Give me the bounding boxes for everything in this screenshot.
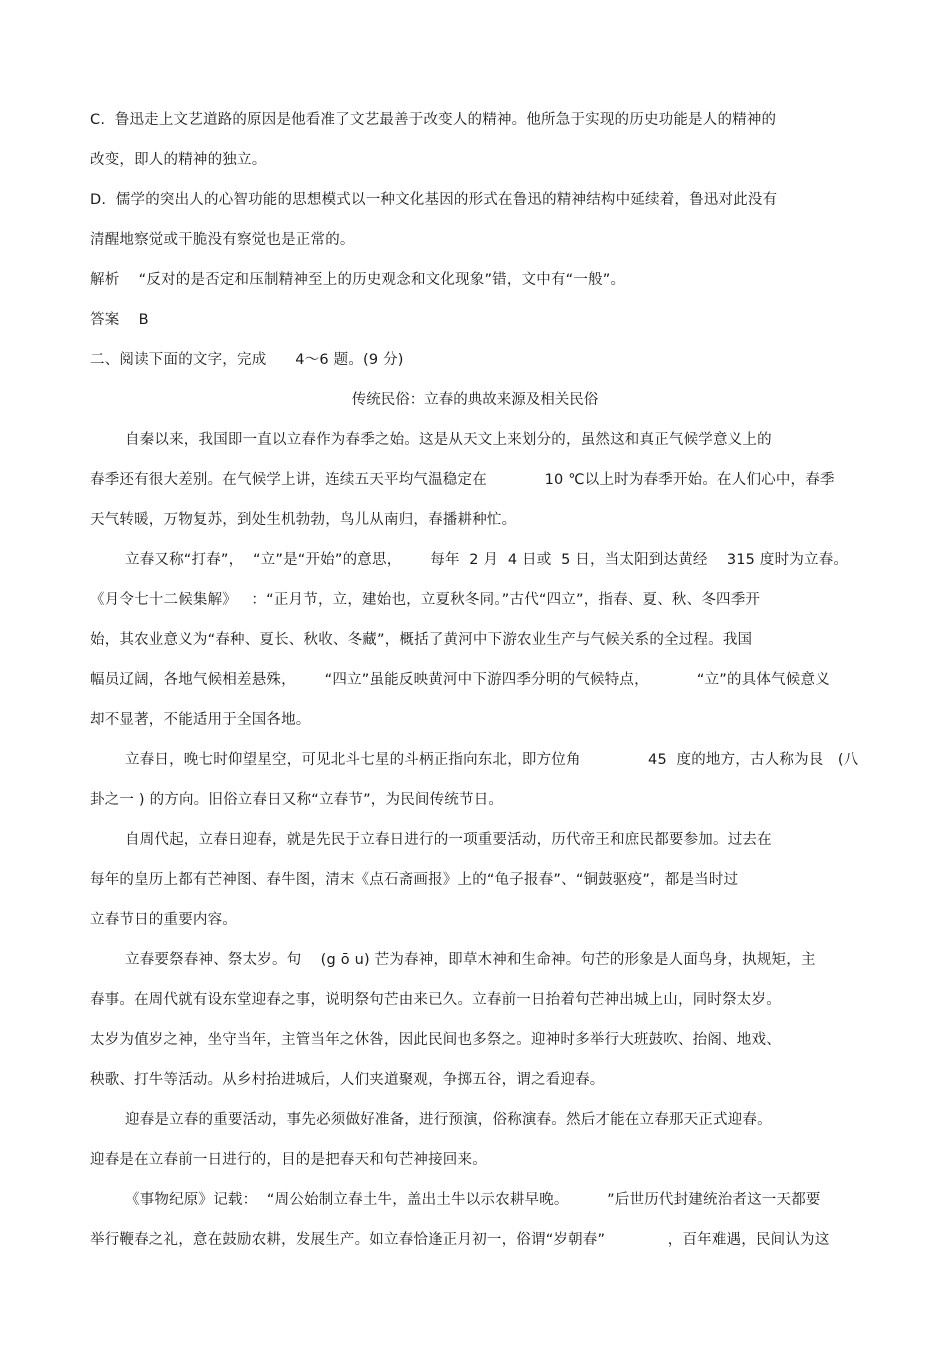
paragraph-line: 立春日，晚七时仰望星空，可见北斗七星的斗柄正指向东北，即方位角 45 度的地方，古人称为艮 (八 xyxy=(125,752,859,768)
analysis-line: 解析 “反对的是否定和压制精神至上的历史观念和文化现象”错，文中有“一般”。 xyxy=(90,272,626,288)
paragraph-line: 《月令七十二候集解》 ：“正月节，立，建始也，立夏秋冬同。”古代“四立”，指春、夏、秋、冬四季开 xyxy=(90,592,761,608)
paragraph-line: 立春又称“打春”， “立”是“开始”的意思， 每年 2 月 4 日或 5 日，当太阳到达黄经 315 度时为立春。 xyxy=(125,552,849,568)
paragraph-line: 太岁为值岁之神，坐守当年，主管当年之休咎，因此民间也多祭之。迎神时多举行大班鼓吹、抬阁、地戏、 xyxy=(90,1032,781,1048)
paragraph-line: 迎春是立春的重要活动，事先必须做好准备，进行预演，俗称演春。然后才能在立春那天正式迎春。 xyxy=(125,1112,772,1128)
paragraph-line: 立春要祭春神、祭太岁。句 (g ō u) 芒为春神，即草木神和生命神。句芒的形象是人面鸟身，执规矩，主 xyxy=(125,952,816,968)
paragraph-line: 春季还有很大差别。在气候学上讲，连续五天平均气温稳定在 10 ℃以上时为春季开始。在人们心中，春季 xyxy=(90,472,835,488)
article-title: 传统民俗：立春的典故来源及相关民俗 xyxy=(351,392,599,408)
paragraph-line: 迎春是在立春前一日进行的，目的是把春天和句芒神接回来。 xyxy=(90,1152,487,1168)
option-d-line-1: D. 儒学的突出人的心智功能的思想模式以一种文化基因的形式在鲁迅的精神结构中延续着，鲁迅对此没有 xyxy=(90,192,778,208)
paragraph-line: 自周代起，立春日迎春，就是先民于立春日进行的一项重要活动，历代帝王和庶民都要参加。过去在 xyxy=(125,832,772,848)
option-c-line-2: 改变，即人的精神的独立。 xyxy=(90,152,267,168)
option-c-line-1: C. 鲁迅走上文艺道路的原因是他看准了文艺最善于改变人的精神。他所急于实现的历史功能是人的精神的 xyxy=(90,112,777,128)
paragraph-line: 始，其农业意义为“春种、夏长、秋收、冬藏”，概括了黄河中下游农业生产与气候关系的全过程。我国 xyxy=(90,632,753,648)
paragraph-line: 春事。在周代就有设东堂迎春之事，说明祭句芒由来已久。立春前一日抬着句芒神出城上山，同时祭太岁。 xyxy=(90,992,781,1008)
paragraph-line: 自秦以来，我国即一直以立春作为春季之始。这是从天文上来划分的，虽然这和真正气候学意义上的 xyxy=(125,432,772,448)
option-d-line-2: 清醒地察觉或干脆没有察觉也是正常的。 xyxy=(90,232,355,248)
paragraph-line: 《事物纪原》记载： “周公始制立春土牛，盖出土牛以示农耕早晚。 ”后世历代封建统治者这一天都要 xyxy=(125,1192,821,1208)
paragraph-line: 却不显著，不能适用于全国各地。 xyxy=(90,712,311,728)
paragraph-line: 秧歌、打牛等活动。从乡村抬进城后，人们夹道聚观，争掷五谷，谓之看迎春。 xyxy=(90,1072,605,1088)
answer-line: 答案 B xyxy=(90,312,149,328)
section-heading: 二、阅读下面的文字，完成 4～6 题。(9 分) xyxy=(90,352,404,368)
paragraph-line: 立春节日的重要内容。 xyxy=(90,912,237,928)
paragraph-line: 举行鞭春之礼，意在鼓励农耕，发展生产。如立春恰逢正月初一，俗谓“岁朝春” ，百年难遇，民间认为这 xyxy=(90,1232,830,1248)
paragraph-line: 幅员辽阔，各地气候相差悬殊， “四立”虽能反映黄河中下游四季分明的气候特点， “立”的具体气候意义 xyxy=(90,672,830,688)
paragraph-line: 天气转暖，万物复苏，到处生机勃勃，鸟儿从南归，春播耕种忙。 xyxy=(90,512,517,528)
paragraph-line: 每年的皇历上都有芒神图、春牛图，清末《点石斋画报》上的“龟子报春”、“铜鼓驱疫”，都是当时过 xyxy=(90,872,739,888)
paragraph-line: 卦之一 ) 的方向。旧俗立春日又称“立春节”，为民间传统节日。 xyxy=(90,792,504,808)
